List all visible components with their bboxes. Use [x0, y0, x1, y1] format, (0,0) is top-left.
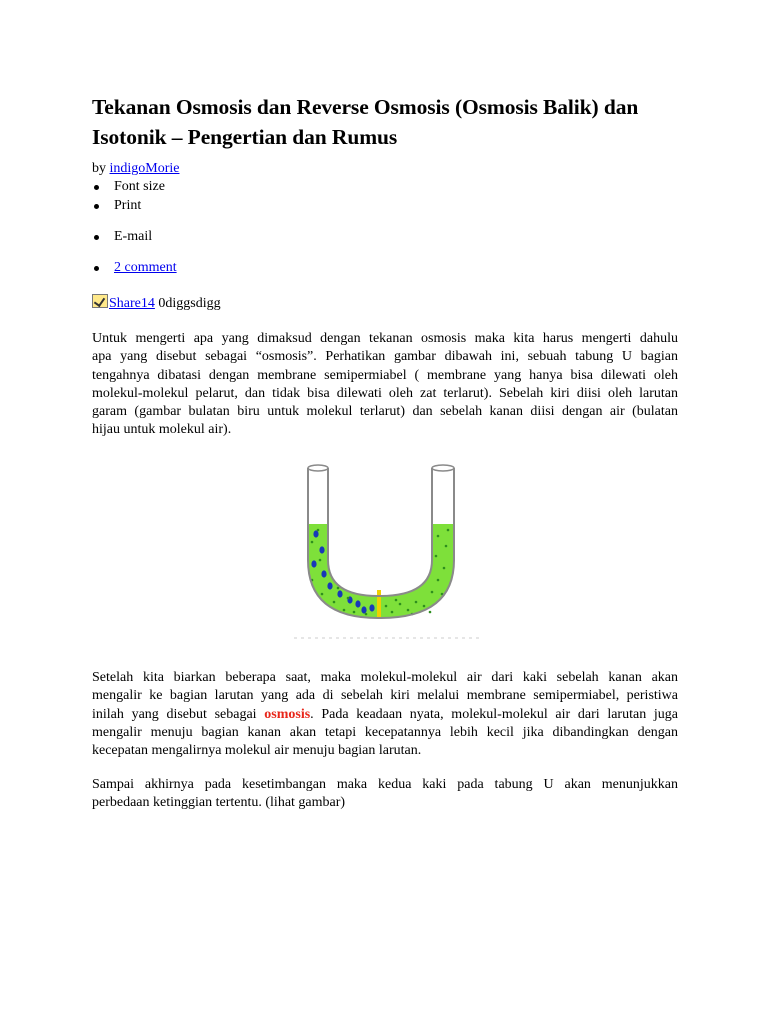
solute-molecule: [313, 530, 318, 537]
solute-molecule: [369, 604, 374, 611]
paragraph-line: mengalir ke bagian larutan yang ada di sebelah kiri melalui membrane semipermiabel, peristiwa: [92, 688, 678, 704]
paragraph-line: tengahnya dibatasi dengan membrane semipermiabel ( membrane yang hanya bisa dilewati oleh: [92, 367, 678, 383]
water-molecule: [431, 591, 434, 594]
water-molecule: [429, 611, 432, 614]
share-icon[interactable]: [92, 294, 108, 308]
email-item[interactable]: E-mail: [114, 229, 153, 244]
solute-molecule: [311, 560, 316, 567]
print-item[interactable]: Print: [114, 198, 142, 213]
paragraph-line: mengalir menuju bagian kanan akan tetapi kecepatannya lebih kecil jika dibandingkan dengan: [92, 724, 678, 740]
paragraph-line: hijau untuk molekul air).: [92, 422, 232, 438]
water-molecule: [435, 555, 438, 558]
water-molecule: [333, 601, 336, 604]
solute-molecule: [319, 546, 324, 553]
paragraph-line: apa yang disebut sebagai “osmosis”. Perhatikan gambar dibawah ini, sebuah tabung U bagian: [92, 349, 678, 365]
water-molecule: [317, 529, 320, 532]
solute-molecule: [355, 600, 360, 607]
paragraph-line: kecepatan mengalirnya molekul air menuju bagian larutan.: [92, 743, 422, 759]
title-line-2: Isotonik – Pengertian dan Rumus: [92, 125, 398, 149]
water-molecule: [437, 579, 440, 582]
water-molecule: [445, 545, 448, 548]
osmosis-highlight: osmosis: [264, 706, 311, 722]
paragraph-line: garam (gambar bulatan biru untuk molekul terlarut) dan sebelah kanan diisi dengan air (bulatan: [92, 404, 678, 420]
text-fragment: . Pada keadaan nyata, molekul-molekul air dari larutan juga: [310, 706, 678, 722]
share-link[interactable]: Share14: [109, 296, 155, 311]
semipermeable-membrane: [377, 590, 381, 618]
by-label: by: [92, 161, 106, 176]
solute-molecule: [337, 590, 342, 597]
paragraph-line: perbedaan ketinggian tertentu. (lihat gambar): [92, 795, 346, 811]
water-molecule: [319, 559, 322, 562]
page-title: [92, 92, 692, 152]
water-molecule: [407, 609, 410, 612]
author-link[interactable]: indigoMorie: [109, 161, 180, 176]
digg-count[interactable]: 0diggsdigg: [158, 296, 221, 311]
water-molecule: [353, 611, 356, 614]
water-molecule: [399, 603, 402, 606]
water-molecule: [447, 529, 450, 532]
paragraph-equilibrium: [92, 776, 678, 813]
water-molecule: [443, 567, 446, 570]
water-molecule: [415, 601, 418, 604]
left-solution: [308, 524, 378, 618]
text-fragment: inilah yang disebut sebagai: [92, 706, 265, 722]
water-molecule: [395, 599, 398, 602]
font-size-item[interactable]: Font size: [114, 179, 165, 194]
u-tube-diagram: [292, 460, 482, 652]
comments-item: [114, 259, 177, 277]
water-molecule: [321, 593, 324, 596]
paragraph-line: molekul-molekul pelarut, dan tidak bisa dilewati oleh zat terlarut). Sebelah kiri diisi oleh larutan: [92, 385, 678, 401]
right-tube-opening: [432, 465, 454, 471]
byline: [92, 160, 180, 178]
solute-molecule: [361, 606, 366, 613]
title-line-1: Tekanan Osmosis dan Reverse Osmosis (Osmosis Balik) dan: [92, 95, 639, 119]
solute-molecule: [327, 582, 332, 589]
u-tube-inner-wall: [328, 468, 432, 596]
paragraph-line: Untuk mengerti apa yang dimaksud dengan tekanan osmosis maka kita harus mengerti dahulu: [92, 331, 678, 346]
paragraph-osmosis: [92, 669, 678, 760]
comments-link[interactable]: 2 comment: [114, 260, 177, 275]
water-molecule: [311, 541, 314, 544]
water-molecule: [347, 597, 350, 600]
water-molecule: [365, 613, 368, 616]
solute-molecule: [321, 570, 326, 577]
left-tube-opening: [308, 465, 328, 471]
paragraph-intro: [92, 330, 678, 440]
paragraph-line: Sampai akhirnya pada kesetimbangan maka kedua kaki pada tabung U akan menunjukkan: [92, 777, 678, 792]
paragraph-line: [92, 706, 678, 724]
water-molecule: [423, 605, 426, 608]
water-molecule: [391, 611, 394, 614]
water-molecule: [343, 609, 346, 612]
right-water: [380, 524, 454, 618]
paragraph-line: Setelah kita biarkan beberapa saat, maka molekul-molekul air dari kaki sebelah kanan akan: [92, 670, 678, 685]
water-molecule: [385, 605, 388, 608]
share-bar: [92, 294, 221, 313]
water-molecule: [437, 535, 440, 538]
